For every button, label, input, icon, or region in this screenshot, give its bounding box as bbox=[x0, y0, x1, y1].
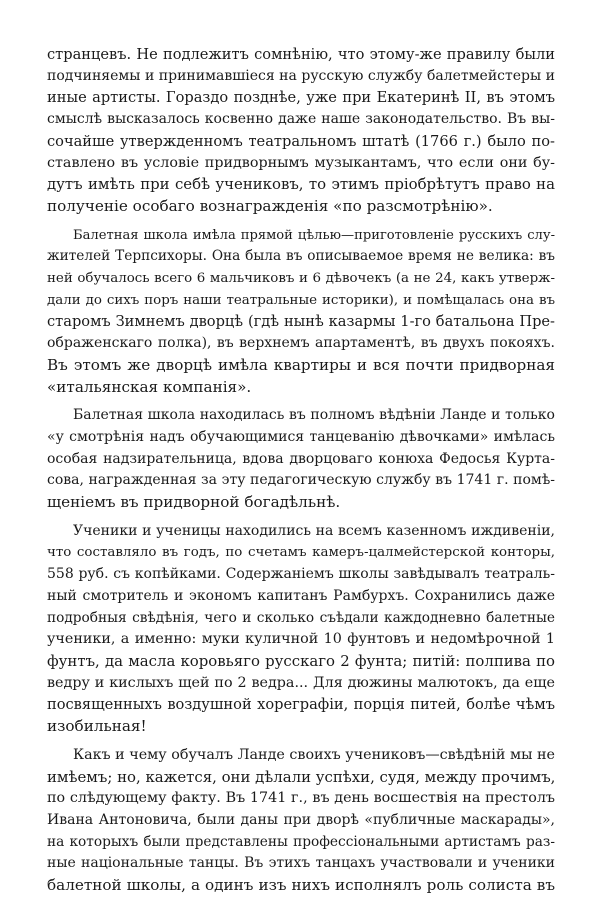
text-line: 558 руб. съ копѣйками. Содержаніемъ школы завѣдывалъ театраль- bbox=[47, 566, 555, 583]
text-line: Балетная школа находилась въ полномъ вѣдѣніи Ланде и только bbox=[73, 407, 555, 424]
text-line: щеніемъ въ придворной богадѣльнѣ. bbox=[47, 493, 341, 512]
text-line: ный смотритель и экономъ капитанъ Рамбурхъ. Сохранились даже bbox=[47, 587, 555, 604]
text-line: ные національные танцы. Въ этихъ танцахъ участвовали и ученики bbox=[47, 855, 555, 872]
book-page bbox=[47, 44, 555, 904]
text-line: сова, награжденная за эту педагогическую службу въ 1741 г. помѣ- bbox=[47, 472, 555, 489]
text-line: иные артисты. Гораздо позднѣе, уже при Екатеринѣ II, въ этомъ bbox=[47, 89, 555, 107]
text-line: изобильная! bbox=[47, 717, 147, 736]
text-line: ведру и кислыхъ щей по 2 ведра... Для дюжины малютокъ, да еще bbox=[47, 674, 555, 691]
text-line: ставлено въ условіе придворнымъ музыкантамъ, что если они бу- bbox=[47, 154, 555, 171]
text-line: подчиняемы и принимавшіеся на русскую службу балетмейстеры и bbox=[47, 67, 555, 84]
text-line: ученики, а именно: муки куличной 10 фунтовъ и недомѣрочной 1 bbox=[47, 631, 555, 648]
text-line: старомъ Зимнемъ дворцѣ (гдѣ нынѣ казармы 1-го батальона Пре- bbox=[47, 313, 555, 331]
text-line: балетной школы, а одинъ изъ нихъ исполнялъ роль солиста въ bbox=[47, 876, 555, 895]
text-line: Ивана Антоновича, были даны при дворѣ «публичные маскарады», bbox=[47, 811, 555, 828]
paragraph bbox=[47, 405, 555, 514]
text-line: подробныя свѣдѣнія, чего и сколько съѣдали каждодневно балетные bbox=[47, 609, 555, 626]
text-line: Ученики и ученицы находились на всемъ казенномъ иждивеніи, bbox=[73, 522, 555, 539]
text-line: по слѣдующему факту. Въ 1741 г., въ день восшествія на престолъ bbox=[47, 790, 555, 807]
text-line: Балетная школа имѣла прямой цѣлью—приготовленіе русскихъ слу- bbox=[73, 227, 555, 243]
text-line: смыслѣ высказалось косвенно даже наше законодательство. Въ вы- bbox=[47, 111, 555, 128]
text-line: фунтъ, да масла коровьяго русскаго 2 фунта; питій: полпива по bbox=[47, 651, 555, 670]
text-line: на которыхъ были представлены профессіональными артистамъ раз- bbox=[47, 833, 555, 850]
text-line: дали до сихъ поръ наши театральные историки), и помѣщалась она въ bbox=[47, 292, 555, 308]
text-line: странцевъ. Не подлежитъ сомнѣнію, что этому-же правилу были bbox=[47, 46, 555, 63]
text-line: Какъ и чему обучалъ Ланде своихъ учениковъ—свѣдѣній мы не bbox=[73, 746, 555, 763]
text-line: дутъ имѣть при себѣ учениковъ, то этимъ пріобрѣтутъ право на bbox=[47, 175, 555, 194]
paragraph bbox=[47, 521, 555, 738]
text-line: полученіе особаго вознагражденія «по разсмотрѣнію». bbox=[47, 196, 493, 215]
paragraph bbox=[47, 745, 555, 897]
text-line: ней обучалось всего 6 мальчиковъ и 6 дѣвочекъ (а не 24, какъ утверж- bbox=[47, 271, 555, 287]
text-line: сочайше утвержденномъ театральномъ штатѣ (1766 г.) было по- bbox=[47, 132, 555, 150]
text-line: что составляло въ годъ, по счетамъ камеръ-цалмейстерской конторы, bbox=[47, 545, 555, 561]
paragraph bbox=[47, 44, 555, 218]
text-line: особая надзирательница, вдова дворцоваго конюха Федосья Курта- bbox=[47, 450, 555, 467]
text-line: жителей Терпсихоры. Она была въ описываемое время не велика: въ bbox=[47, 248, 555, 265]
paragraph bbox=[47, 225, 555, 399]
text-line: «у смотрѣнія надъ обучающимися танцеванію дѣвочками» имѣлась bbox=[47, 428, 555, 445]
text-line: «итальянская компанія». bbox=[47, 377, 252, 396]
text-line: ображенскаго полка), въ верхнемъ апартаментѣ, въ двухъ покояхъ. bbox=[47, 335, 555, 352]
text-line: посвященныхъ воздушной хореграфіи, порція питей, болѣе чѣмъ bbox=[47, 696, 555, 714]
text-line: Въ этомъ же дворцѣ имѣла квартиры и вся почти придворная bbox=[47, 355, 555, 374]
text-line: имѣемъ; но, кажется, они дѣлали успѣхи, судя, между прочимъ, bbox=[47, 767, 555, 786]
